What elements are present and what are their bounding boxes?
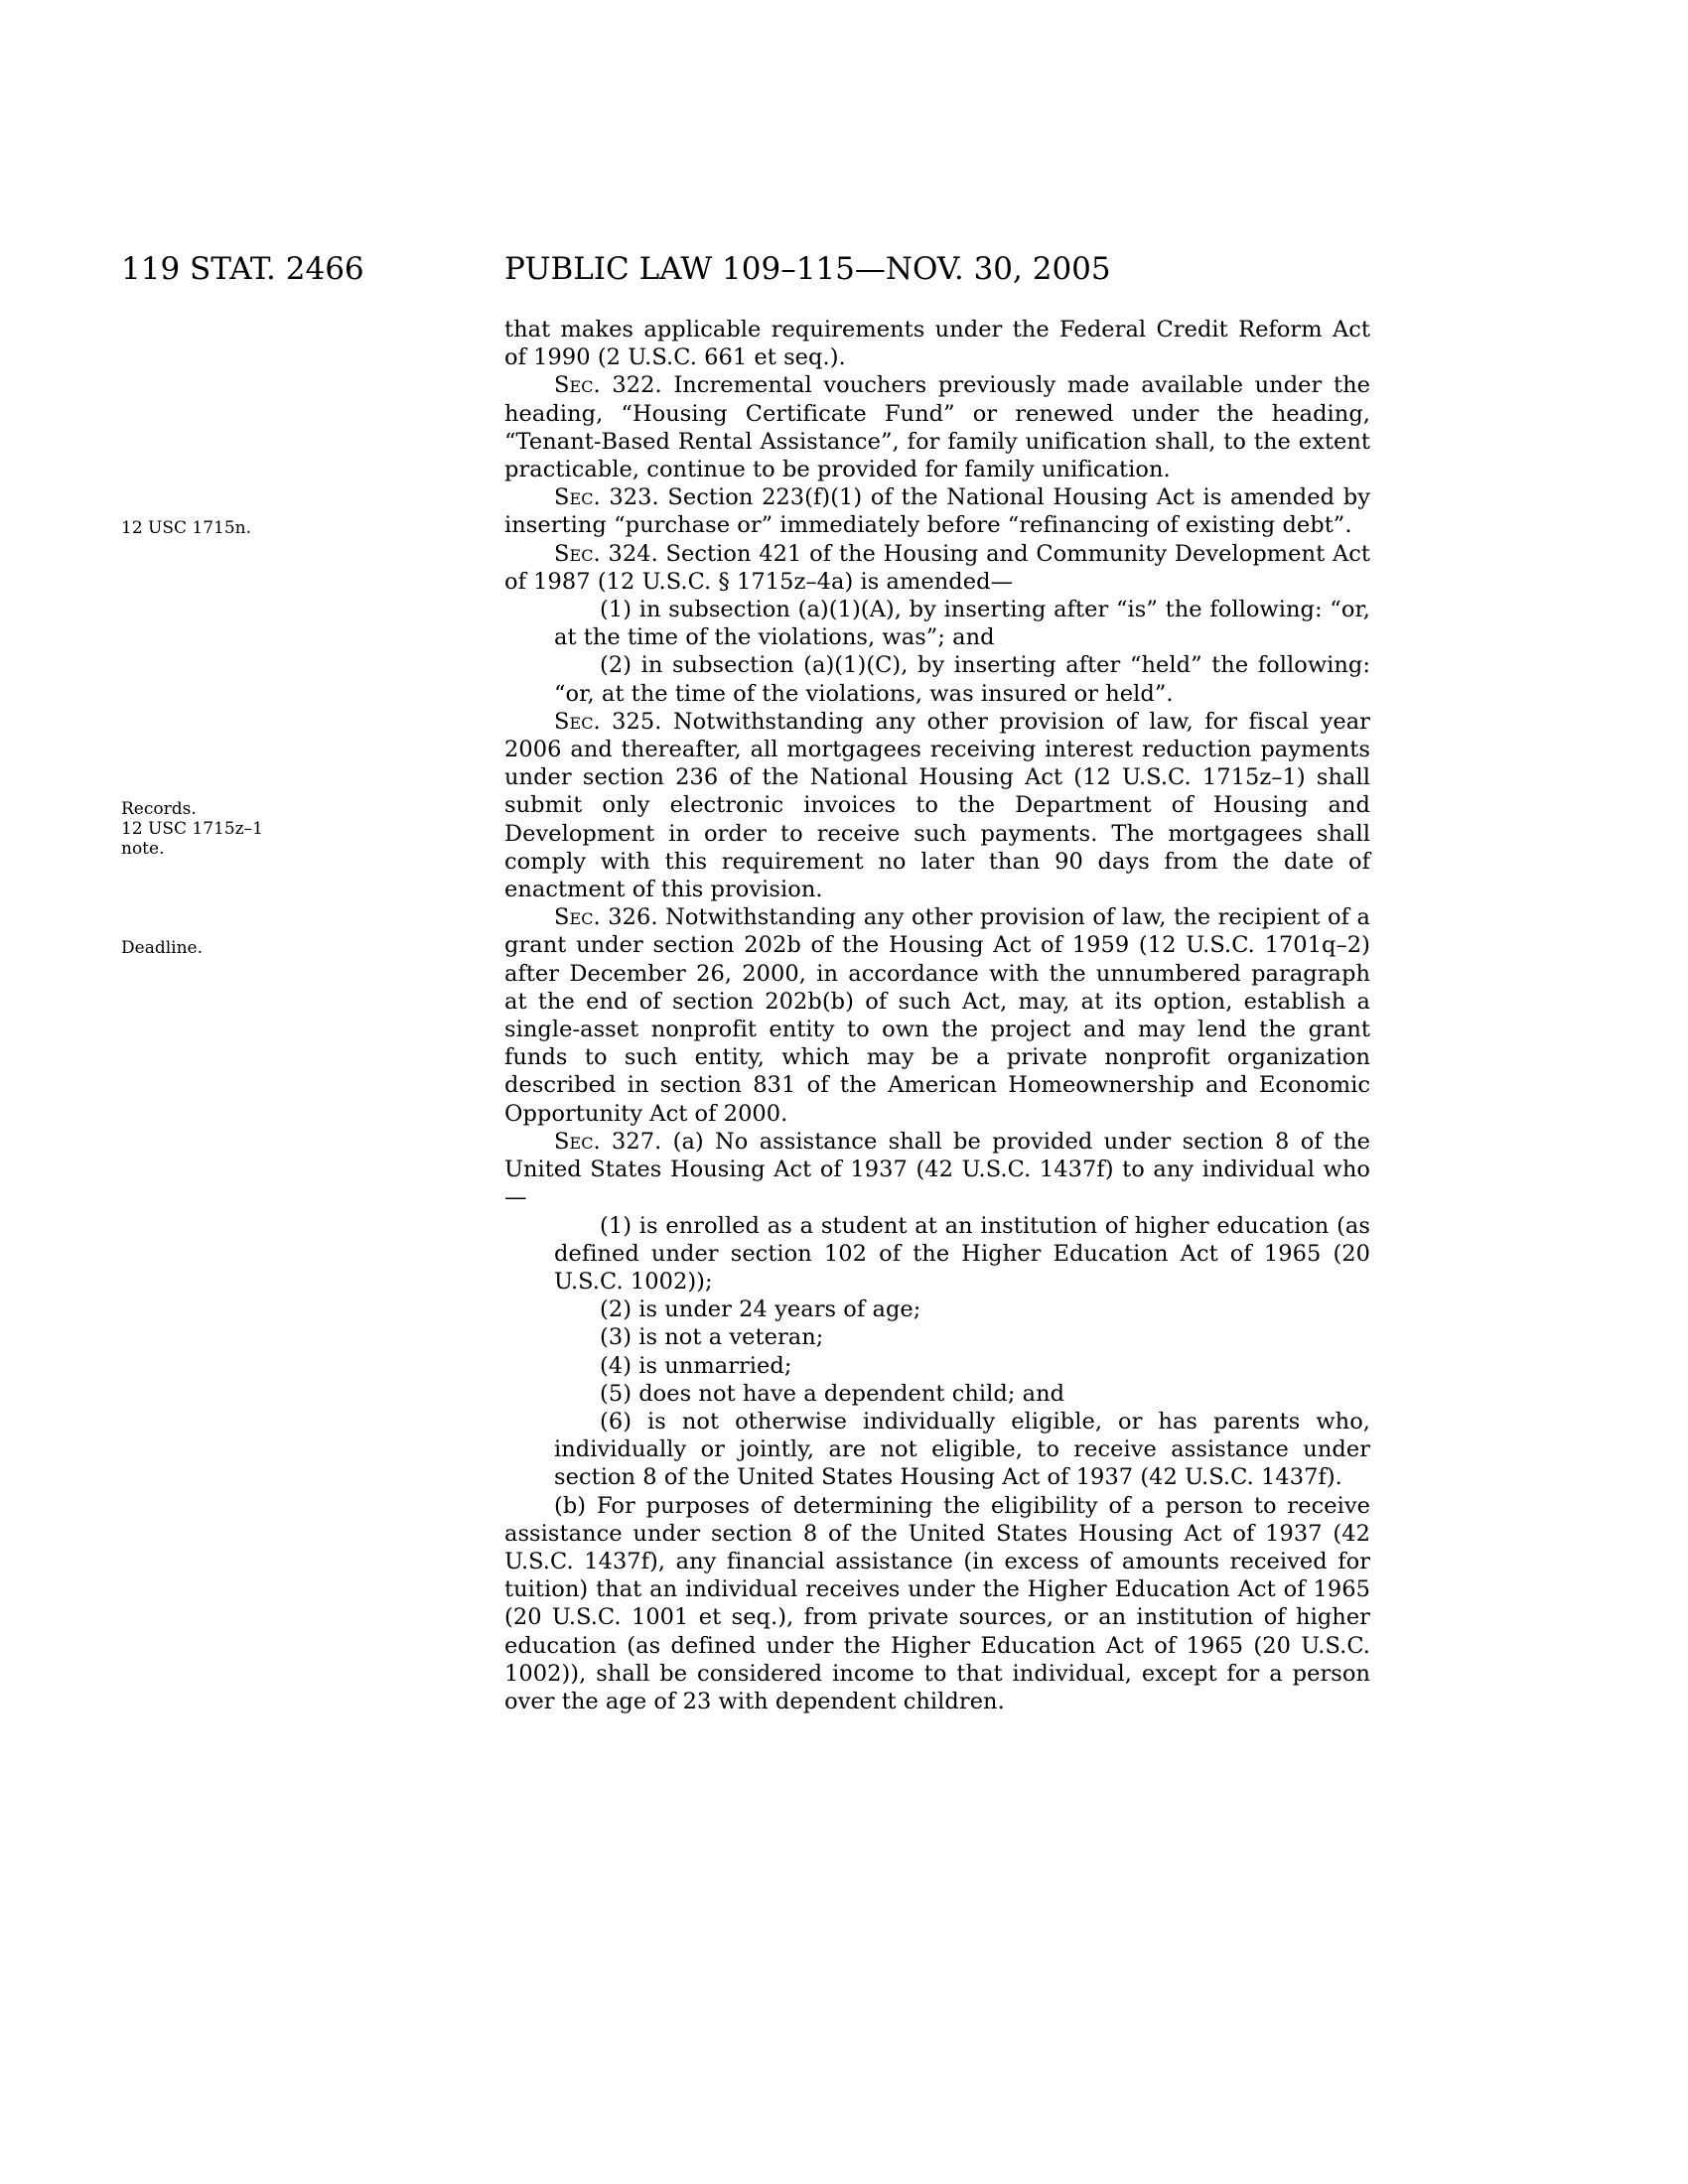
margin-note-records-note: note.	[121, 839, 165, 859]
section-327-item-6: (6) is not otherwise individually eligible, or has parents who, individually or jointly, are not eligible, to receive assistance under section 8 of the United States Housing Act of 1937 (42 U.S.C. 1437f).	[554, 1408, 1370, 1491]
section-327-item-5: (5) does not have a dependent child; and	[600, 1380, 1065, 1407]
section-text: 324. Section 421 of the Housing and Community Development Act of 1987 (12 U.S.C. § 1715z–4a) is amended—	[504, 540, 1370, 595]
section-text: 325. Notwithstanding any other provision of law, for fiscal year 2006 and thereafter, all mortgagees receiving interest reduction payments under section 236 of the National Housing Act (12 U.S.C. 1715z–1) shall submit only electronic invoices to the Department of Housing and Development in order to receive such payments. The mortgagees shall comply with this requirement no later than 90 days from the date of enactment of this provision.	[504, 708, 1370, 903]
section-324-item-2: (2) in subsection (a)(1)(C), by inserting after “held” the following: “or, at the time of the violations, was insured or held”.	[554, 652, 1370, 707]
section-label: Sec.	[554, 1128, 601, 1155]
section-label: Sec.	[554, 904, 601, 931]
section-327-item-2: (2) is under 24 years of age;	[600, 1297, 921, 1323]
section-label: Sec.	[554, 708, 601, 735]
section-327	[504, 1128, 1370, 1212]
margin-note-records-usc: 12 USC 1715z–1	[121, 819, 263, 839]
section-327-item-3: (3) is not a veteran;	[600, 1324, 824, 1351]
paragraph-continuation: that makes applicable requirements under the Federal Credit Reform Act of 1990 (2 U.S.C. 661 et seq.).	[504, 317, 1370, 371]
margin-note-records-label: Records.	[121, 799, 197, 819]
section-324	[504, 540, 1370, 596]
section-label: Sec.	[554, 372, 601, 399]
stat-reference: 119 STAT. 2466	[121, 251, 364, 287]
document-body	[504, 316, 1370, 1715]
section-text: 323. Section 223(f)(1) of the National Housing Act is amended by inserting “purchase or” immediately before “refinancing of existing debt”.	[504, 484, 1370, 539]
margin-note-records	[121, 799, 359, 859]
section-323	[504, 483, 1370, 539]
section-text: 326. Notwithstanding any other provision of law, the recipient of a grant under section 202b of the Housing Act of 1959 (12 U.S.C. 1701q–2) after December 26, 2000, in accordance with the unnumbered paragraph at the end of section 202b(b) of such Act, may, at its option, establish a single-asset nonprofit entity to own the project and may lend the grant funds to such entity, which may be a private nonprofit organization described in section 831 of the American Homeownership and Economic Opportunity Act of 2000.	[504, 904, 1370, 1127]
section-text: 322. Incremental vouchers previously made available under the heading, “Housing Certificate Fund” or renewed under the heading, “Tenant-Based Rental Assistance”, for family unification shall, to the extent practicable, continue to be provided for family unification.	[504, 372, 1370, 483]
law-reference: PUBLIC LAW 109–115—NOV. 30, 2005	[504, 251, 1111, 287]
margin-note-12-usc-1715n: 12 USC 1715n.	[121, 518, 252, 538]
section-324-item-1: (1) in subsection (a)(1)(A), by inserting after “is” the following: “or, at the time of the violations, was”; and	[554, 597, 1370, 651]
section-text: 327. (a) No assistance shall be provided under section 8 of the United States Housing Act of 1937 (42 U.S.C. 1437f) to any individual who—	[504, 1128, 1370, 1211]
section-322	[504, 371, 1370, 483]
section-326	[504, 903, 1370, 1128]
section-327-subsection-b: (b) For purposes of determining the eligibility of a person to receive assistance under section 8 of the United States Housing Act of 1937 (42 U.S.C. 1437f), any financial assistance (in excess of amounts received for tuition) that an individual receives under the Higher Education Act of 1965 (20 U.S.C. 1001 et seq.), from private sources, or an institution of higher education (as defined under the Higher Education Act of 1965 (20 U.S.C. 1002)), shall be considered income to that individual, except for a person over the age of 23 with dependent children.	[504, 1492, 1370, 1714]
section-label: Sec.	[554, 540, 601, 567]
margin-note-deadline: Deadline.	[121, 938, 203, 958]
section-327-item-4: (4) is unmarried;	[600, 1352, 792, 1379]
section-label: Sec.	[554, 484, 601, 511]
section-327-item-1: (1) is enrolled as a student at an institution of higher education (as defined under section 102 of the Higher Education Act of 1965 (20 U.S.C. 1002));	[554, 1212, 1370, 1295]
section-325	[504, 708, 1370, 903]
